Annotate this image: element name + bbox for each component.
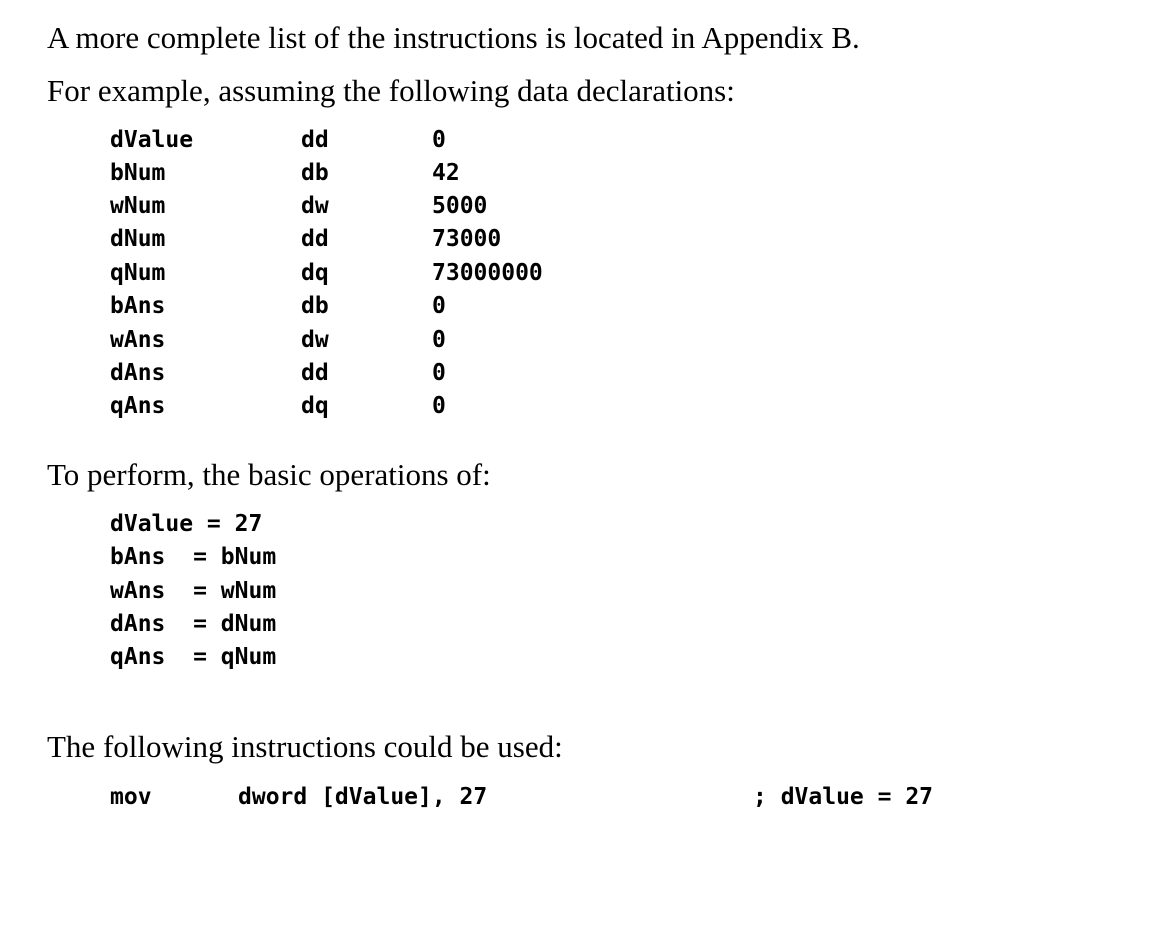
declaration-value: 42 <box>432 160 460 186</box>
declaration-value: 0 <box>432 293 446 319</box>
declaration-value: 0 <box>432 360 446 386</box>
declaration-row <box>110 124 1110 157</box>
declaration-row <box>110 190 1110 223</box>
declaration-type: dw <box>301 327 329 353</box>
declaration-name: bAns <box>110 293 166 319</box>
declaration-name: wNum <box>110 193 166 219</box>
intro-line-appendix: A more complete list of the instructions is located in Appendix B. <box>47 20 860 55</box>
assignment-line: dAns = dNum <box>110 611 277 637</box>
declaration-value: 73000 <box>432 226 502 252</box>
instruction-comment: ; dValue = 27 <box>753 784 934 810</box>
declaration-value: 5000 <box>432 193 488 219</box>
instruction-row <box>110 781 1110 814</box>
data-declarations-block <box>110 124 1110 424</box>
assignment-line: dValue = 27 <box>110 511 263 537</box>
declaration-name: dValue <box>110 127 194 153</box>
declaration-type: dd <box>301 360 329 386</box>
declaration-name: dNum <box>110 226 166 252</box>
declaration-name: bNum <box>110 160 166 186</box>
declaration-row <box>110 223 1110 256</box>
instruction-operands: dword [dValue], 27 <box>238 784 488 810</box>
declaration-name: wAns <box>110 327 166 353</box>
declaration-value: 0 <box>432 327 446 353</box>
declaration-name: qNum <box>110 260 166 286</box>
instructions-block <box>110 781 1110 817</box>
assignment-line: qAns = qNum <box>110 644 277 670</box>
assignment-line: wAns = wNum <box>110 578 277 604</box>
assignment-line: bAns = bNum <box>110 544 277 570</box>
declaration-row <box>110 257 1110 290</box>
declaration-type: dd <box>301 226 329 252</box>
declaration-type: db <box>301 293 329 319</box>
declaration-value: 0 <box>432 127 446 153</box>
declaration-name: qAns <box>110 393 166 419</box>
intro-line-example: For example, assuming the following data declarations: <box>47 73 735 108</box>
instructions-intro: The following instructions could be used: <box>47 729 563 764</box>
assignments-block <box>110 508 1110 678</box>
declaration-type: dw <box>301 193 329 219</box>
declaration-name: dAns <box>110 360 166 386</box>
declaration-type: dd <box>301 127 329 153</box>
declaration-type: db <box>301 160 329 186</box>
declaration-row <box>110 324 1110 357</box>
declaration-row <box>110 157 1110 190</box>
declaration-row <box>110 290 1110 323</box>
declaration-value: 0 <box>432 393 446 419</box>
instruction-opcode: mov <box>110 784 152 810</box>
declaration-row <box>110 357 1110 390</box>
declaration-value: 73000000 <box>432 260 543 286</box>
declaration-type: dq <box>301 393 329 419</box>
declaration-type: dq <box>301 260 329 286</box>
operations-intro: To perform, the basic operations of: <box>47 457 491 492</box>
declaration-row <box>110 390 1110 423</box>
